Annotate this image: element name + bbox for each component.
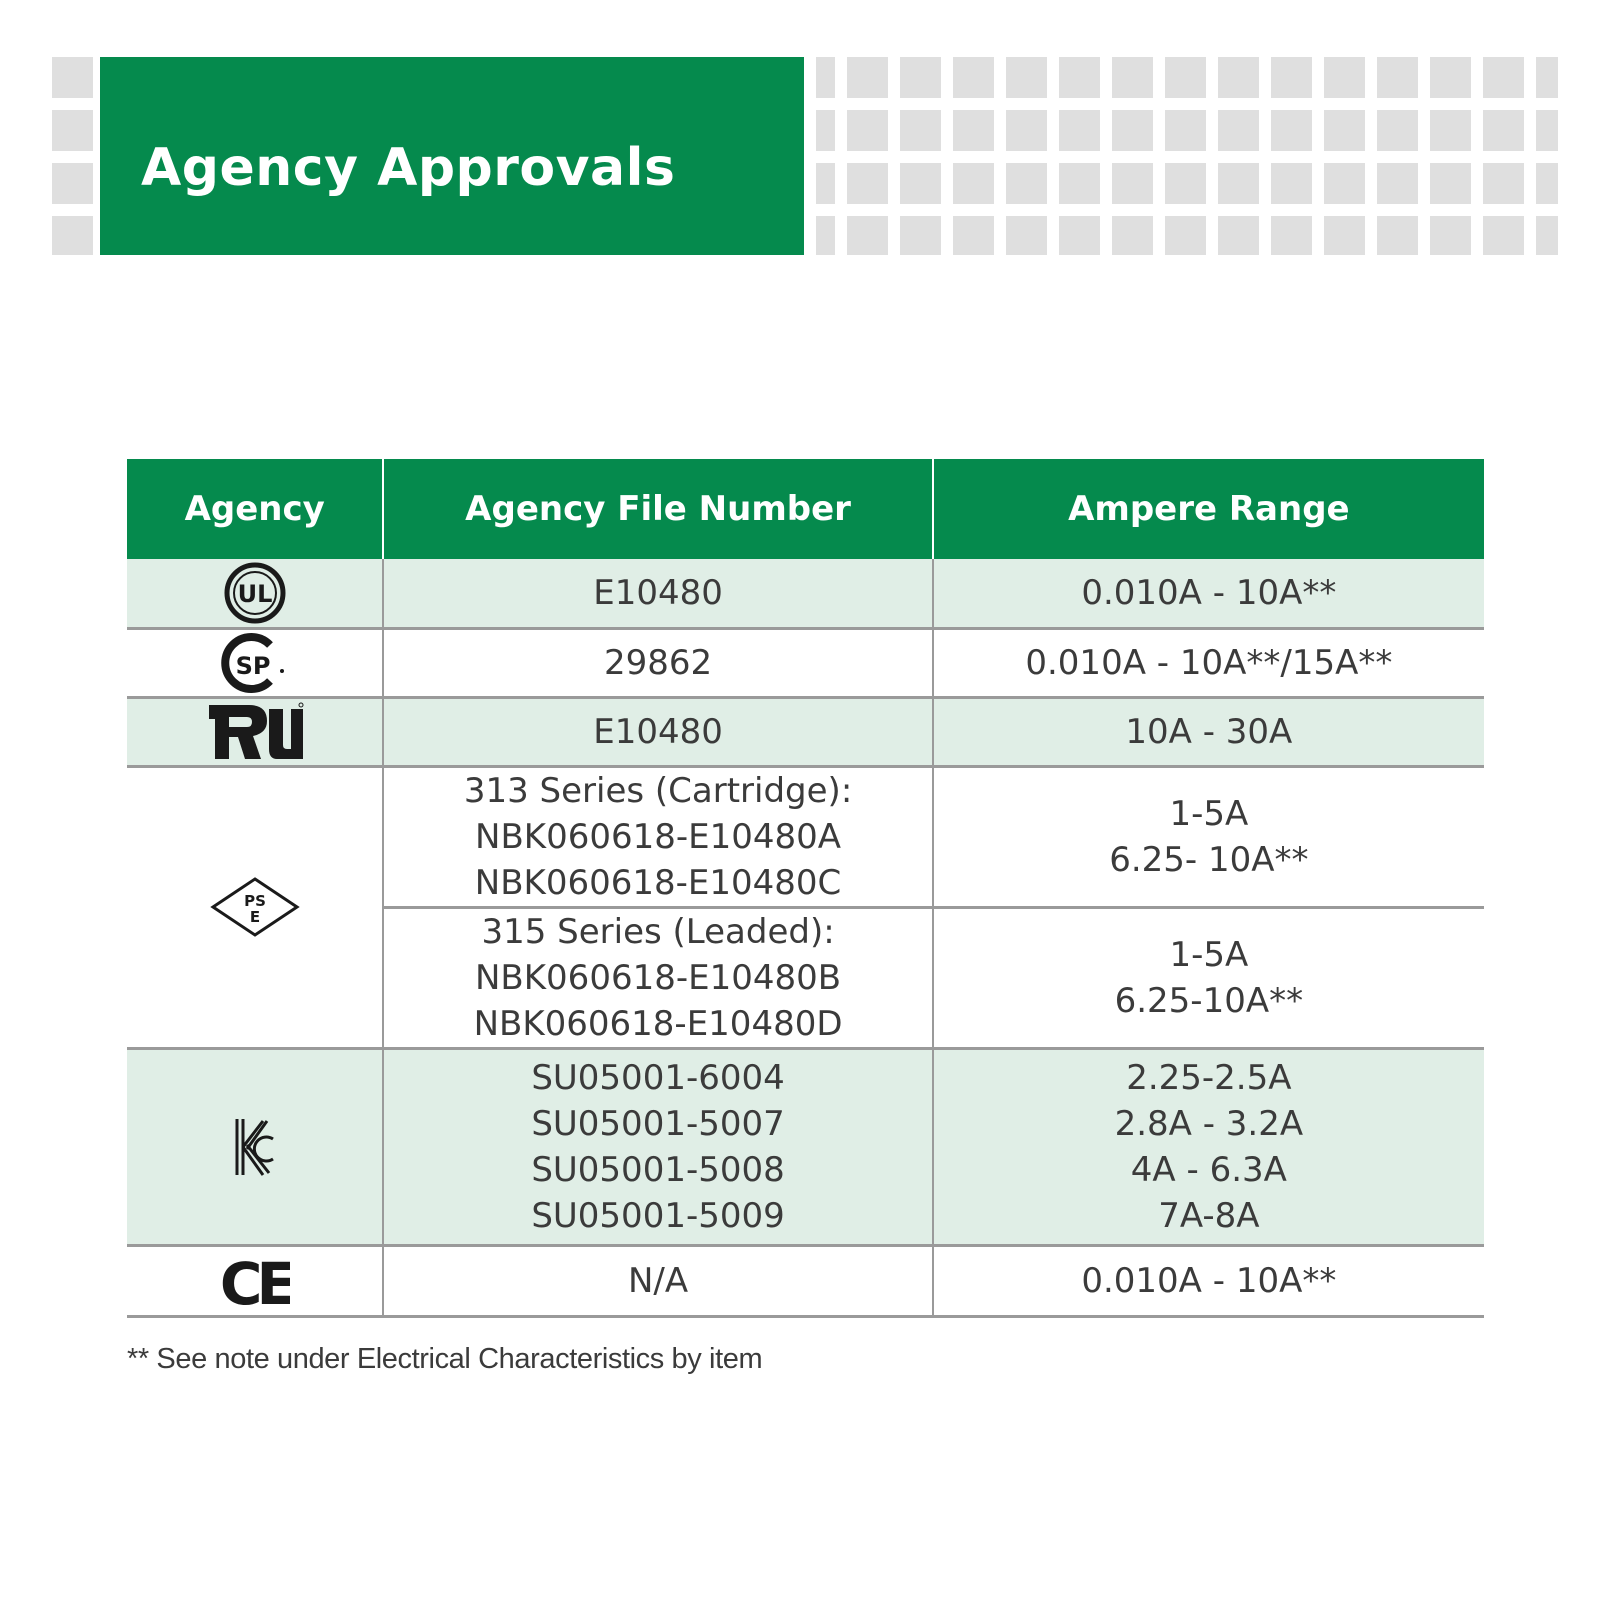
ampere-range: 6.25-10A** [1114,980,1304,1021]
kc-mark-icon [233,1115,277,1179]
agency-cell [127,628,383,697]
table-row [127,697,1484,766]
table-row [127,559,1484,628]
ce-mark-icon [220,1250,290,1312]
column-header-ampere-range: Ampere Range [933,459,1484,559]
ampere-range-cell: 0.010A - 10A**/15A** [933,628,1484,697]
file-number: NBK060618-E10480A [475,816,842,857]
series-label: 315 Series (Leaded): [481,911,835,952]
ampere-range-cell: 0.010A - 10A** [933,559,1484,628]
ampere-range: 2.8A - 3.2A [1114,1103,1304,1144]
file-number: SU05001-5009 [531,1195,785,1236]
ampere-range: 1-5A [1169,793,1249,834]
file-number-cell: E10480 [383,559,932,628]
ampere-range-cell: 10A - 30A [933,697,1484,766]
ul-recognized-mark-icon [205,701,305,763]
ce-logo-text: CE [219,1249,290,1312]
ampere-range-cell [933,907,1484,1048]
ampere-range: 7A-8A [1158,1195,1260,1236]
agency-cell [127,1245,383,1316]
file-number: NBK060618-E10480B [475,957,842,998]
ul-logo-text: UL [237,579,273,608]
file-number: NBK060618-E10480D [473,1003,843,1044]
kc-logo-text: K [232,1114,234,1116]
agency-cell [127,697,383,766]
series-label: 313 Series (Cartridge): [463,770,853,811]
ul-listed-mark-icon [223,561,287,625]
file-number-cell: 29862 [383,628,932,697]
column-header-agency: Agency [127,459,383,559]
ampere-range: 4A - 6.3A [1130,1149,1287,1190]
table-row [127,1245,1484,1316]
file-number: SU05001-5007 [531,1103,785,1144]
file-number-cell [383,907,932,1048]
agency-cell [127,766,383,1048]
csa-logo-text: SP [235,651,271,680]
file-number: NBK060618-E10480C [474,862,842,903]
file-number: SU05001-5008 [531,1149,785,1190]
pse-logo-text-top: PS [243,892,266,910]
ru-logo-text: R [204,700,206,702]
file-number-cell [383,1048,932,1245]
ampere-range: 6.25- 10A** [1109,839,1309,880]
agency-cell [127,1048,383,1245]
pse-logo-text-bottom: E [249,908,260,926]
file-number-cell [383,766,932,907]
ampere-range-cell [933,1048,1484,1245]
csa-mark-icon [220,631,290,695]
ampere-range: 1-5A [1169,934,1249,975]
agency-approvals-table [127,459,1484,1318]
agency-cell [127,559,383,628]
file-number-cell: E10480 [383,697,932,766]
ampere-range: 2.25-2.5A [1126,1057,1292,1098]
table-row [127,628,1484,697]
pse-mark-icon [210,876,300,938]
footnote: ** See note under Electrical Characteristics by item [127,1343,763,1375]
file-number-cell: N/A [383,1245,932,1316]
table-row [127,1048,1484,1245]
page-title: Agency Approvals [141,138,676,198]
table-row [127,766,1484,907]
column-header-file-number: Agency File Number [383,459,932,559]
table-header-row [127,459,1484,559]
file-number: SU05001-6004 [531,1057,785,1098]
ampere-range-cell: 0.010A - 10A** [933,1245,1484,1316]
ampere-range-cell [933,766,1484,907]
